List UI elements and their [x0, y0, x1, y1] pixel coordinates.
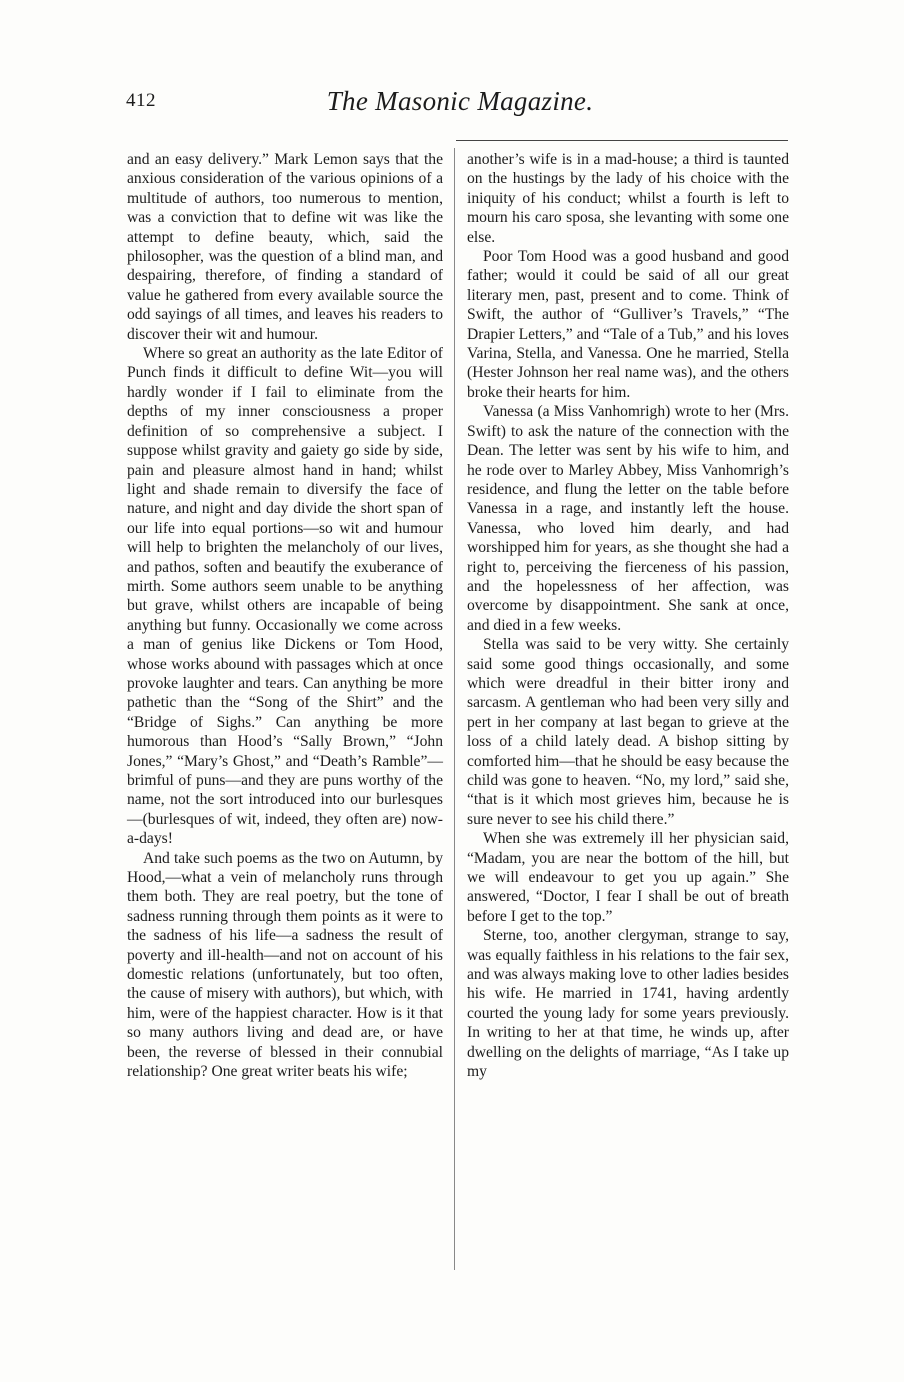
right-paragraph-4: Stella was said to be very witty. She certainly said some good things occasionally, and some which were dreadful in their bitter irony and sarcasm. A gentleman who had been very silly and pert in her company at last began to grieve at the loss of a child lately dead. A bishop sitting by comforted him—that he should be easy because the child was gone to heaven. “No, my lord,” said she, “that is it which most grieves him, because he is sure never to see his child there.” — [467, 636, 789, 828]
header-rule — [456, 140, 788, 141]
page-header — [126, 86, 794, 126]
running-title: The Masonic Magazine. — [326, 86, 594, 116]
left-paragraph-1: and an easy delivery.” Mark Lemon says that the anxious consideration of the various opinions of a multitude of authors, too numerous to mention, was a conviction that to define wit was like the attempt to define beauty, which, said the philosopher, was the question of a blind man, and despairing, therefore, of finding a standard of value he gathered from every available source the odd sayings of all times, and leaves his readers to discover their wit and humour. — [127, 151, 443, 343]
right-paragraph-6: Sterne, too, another clergyman, strange to say, was equally faithless in his relations to the fair sex, and was always making love to other ladies besides his wife. He married in 1741, having ardently courted the young lady for some years previously. In writing to her at that time, he winds up, after dwelling on the delights of marriage, “As I take up my — [467, 927, 789, 1081]
right-paragraph-3: Vanessa (a Miss Vanhomrigh) wrote to her (Mrs. Swift) to ask the nature of the connection with the Dean. The letter was sent by his wife to him, and he rode over to Marley Abbey, Miss Vanhomrigh’s residence, and flung the letter on the table before Vanessa in a rage, and instantly left the house. Vanessa, who loved him dearly, and had worshipped him for years, as she thought she had a right to, perceiving the fierceness of his passion, and the hopelessness of her affection, was overcome by disappointment. She sank at once, and died in a few weeks. — [467, 403, 789, 634]
right-paragraph-5: When she was extremely ill her physician said, “Madam, you are near the bottom of the hill, but we will endeavour to get you up again.” She answered, “Doctor, I fear I shall be out of breath before I get to the top.” — [467, 830, 789, 925]
right-paragraph-2: Poor Tom Hood was a good husband and good father; would it could be said of all our great literary men, past, present and to come. Think of Swift, the author of “Gulliver’s Travels,” “The Drapier Letters,” and “Tale of a Tub,” and his loves Varina, Stella, and Vanessa. One he married, Stella (Hester Johnson her real name was), and the others broke their hearts for him. — [467, 248, 789, 401]
left-paragraph-3: And take such poems as the two on Autumn, by Hood,—what a vein of melancholy runs through them both. They are real poetry, but the tone of sadness running through them points as it were to the sadness of his life—a sadness the result of poverty and ill-health—and not on account of his domestic relations (unfortunately, but too often, the cause of misery with authors), but which, with him, were of the happiest character. How is it that so many authors living and dead are, or have been, the reverse of blessed in their connubial relationship? One great writer beats his wife; — [127, 849, 443, 1081]
left-paragraph-2: Where so great an authority as the late Editor of Punch finds it difficult to define Wit—you will hardly wonder if I fail to eliminate from the depths of my inner consciousness a proper definition of so comprehensive a subject. I suppose whilst gravity and gaiety go side by side, pain and pleasure almost hand in hand; whilst light and shade remain to diversify the face of nature, and night and day divide the short span of our life into equal portions—so wit and humour will help to brighten the melancholy of our lives, and pathos, soften and beautify the exuberance of mirth. Some authors seem unable to be anything but grave, whilst others are incapable of being anything but funny. Occasionally we come across a man of genius like Dickens or Tom Hood, whose works abound with passages which at once provoke laughter and tears. Can anything be more pathetic than the “Song of the Shirt” and the “Bridge of Sighs.” Can anything be more humorous than Hood’s “Sally Brown,” “John Jones,” “Mary’s Ghost,” and “Death’s Ramble”—brimful of puns—and they are puns worthy of the name, not the sort introduced into our burlesques—(burlesques of wit, indeed, they often are) now-a-days! — [127, 345, 443, 848]
left-column — [127, 150, 443, 1082]
page-number: 412 — [126, 90, 156, 111]
column-divider — [454, 148, 455, 1270]
right-column — [467, 150, 789, 1082]
right-paragraph-1: another’s wife is in a mad-house; a third is taunted on the hustings by the lady of his choice with the iniquity of his conduct; whilst a fourth is left to mourn his caro sposa, she levanting with some one else. — [467, 151, 789, 246]
